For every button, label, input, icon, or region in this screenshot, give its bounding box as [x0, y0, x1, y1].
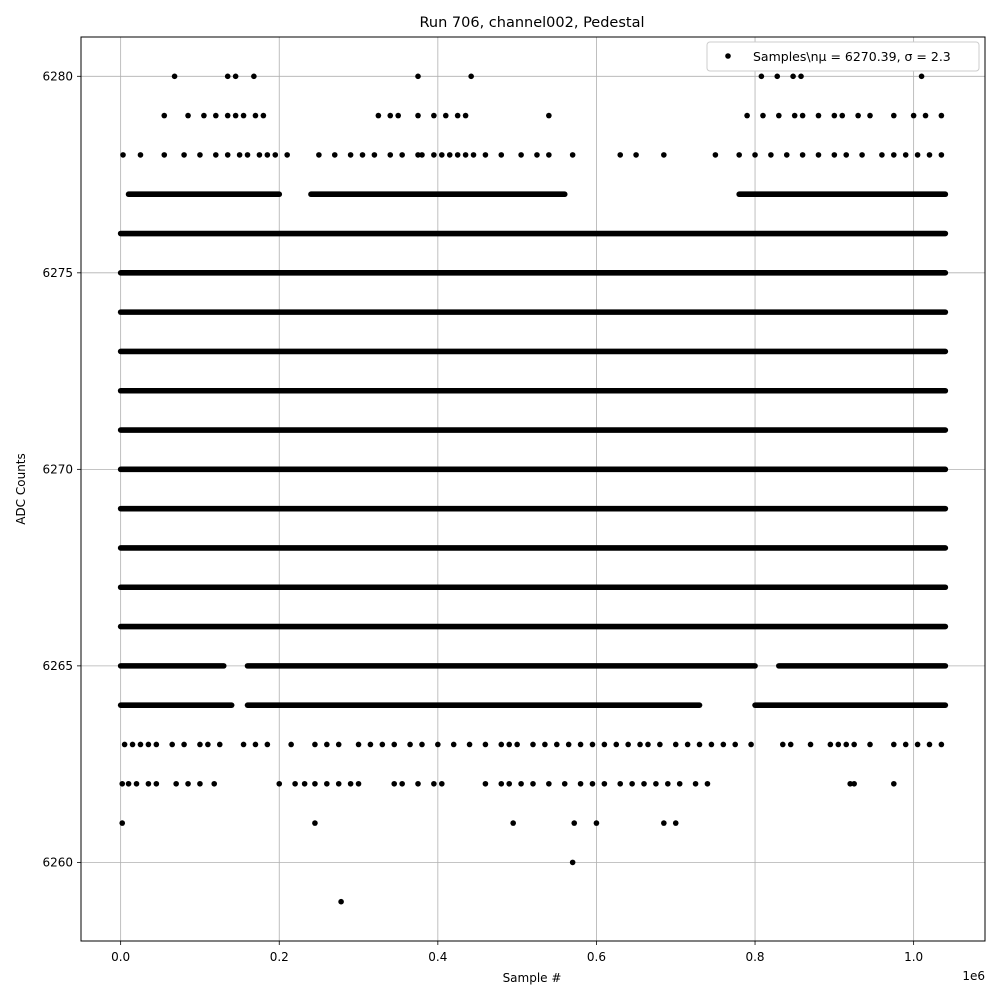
data-point [602, 742, 608, 748]
data-point [867, 113, 873, 119]
data-point [241, 113, 247, 119]
data-point [119, 781, 125, 787]
data-point [736, 152, 742, 158]
data-point [919, 74, 925, 80]
data-point [122, 742, 128, 748]
data-point [657, 742, 663, 748]
data-point [530, 781, 536, 787]
legend-marker [725, 53, 731, 59]
data-point [661, 152, 667, 158]
data-point [661, 820, 667, 826]
data-point [483, 742, 489, 748]
data-point [245, 152, 251, 158]
x-tick-label: 1.0 [904, 950, 924, 964]
y-axis-label: ADC Counts [14, 453, 28, 525]
data-point [709, 742, 715, 748]
data-point [154, 742, 160, 748]
data-point [637, 742, 643, 748]
data-point [161, 152, 167, 158]
data-point [693, 781, 699, 787]
data-point [419, 152, 425, 158]
data-point [439, 152, 445, 158]
data-point [939, 742, 945, 748]
data-point [879, 152, 885, 158]
data-point [185, 113, 191, 119]
data-point [891, 742, 897, 748]
data-point [566, 742, 572, 748]
data-point [439, 781, 445, 787]
data-point [161, 113, 167, 119]
data-point [233, 113, 239, 119]
data-point [498, 742, 504, 748]
data-point [542, 742, 548, 748]
data-point [685, 742, 691, 748]
data-point [590, 781, 596, 787]
data-point [784, 152, 790, 158]
data-point [201, 113, 207, 119]
data-point [816, 113, 822, 119]
data-point [578, 781, 584, 787]
data-point [808, 742, 814, 748]
data-point [447, 152, 453, 158]
data-point [181, 152, 187, 158]
data-point [169, 742, 175, 748]
data-point [302, 781, 308, 787]
data-point [119, 820, 125, 826]
data-point [578, 742, 584, 748]
data-point [518, 781, 524, 787]
data-point [939, 152, 945, 158]
data-point [467, 742, 473, 748]
data-point [197, 742, 203, 748]
data-point [483, 781, 489, 787]
data-point [251, 74, 257, 80]
data-point [744, 113, 750, 119]
data-point [859, 152, 865, 158]
data-point [562, 781, 568, 787]
data-point [514, 742, 520, 748]
data-point [518, 152, 524, 158]
data-point [839, 113, 845, 119]
data-point [324, 742, 330, 748]
data-point [530, 742, 536, 748]
data-point [338, 899, 344, 905]
data-point [798, 74, 804, 80]
data-point [506, 781, 512, 787]
data-point [855, 113, 861, 119]
data-point [265, 152, 271, 158]
data-point [629, 781, 635, 787]
data-point [312, 820, 318, 826]
data-point [130, 742, 136, 748]
data-point [217, 742, 223, 748]
chart-title: Run 706, channel002, Pedestal [419, 15, 645, 31]
data-point [372, 152, 378, 158]
data-point [173, 781, 179, 787]
x-tick-label: 0.0 [111, 950, 131, 964]
x-offset-text: 1e6 [962, 969, 985, 983]
y-tick-label: 6260 [42, 855, 73, 870]
x-tick-label: 0.4 [428, 950, 448, 964]
data-point [617, 781, 623, 787]
data-point [197, 781, 203, 787]
data-point [498, 152, 504, 158]
data-point [316, 152, 322, 158]
data-point [312, 742, 318, 748]
data-point [419, 742, 425, 748]
data-point [348, 781, 354, 787]
data-point [233, 74, 239, 80]
data-point [851, 781, 857, 787]
data-point [348, 152, 354, 158]
data-point [891, 781, 897, 787]
data-point [146, 781, 152, 787]
data-point [768, 152, 774, 158]
data-point [356, 742, 362, 748]
data-point [431, 113, 437, 119]
data-point [272, 152, 278, 158]
data-point [185, 781, 191, 787]
data-point [391, 742, 397, 748]
data-point [120, 152, 126, 158]
data-point [324, 781, 330, 787]
data-point [380, 742, 386, 748]
data-point [407, 742, 413, 748]
data-point [376, 113, 382, 119]
data-point [415, 74, 421, 80]
data-point [759, 74, 765, 80]
data-point [792, 113, 798, 119]
data-point [284, 152, 290, 158]
data-point [387, 113, 393, 119]
legend-label: Samples\nμ = 6270.39, σ = 2.3 [753, 49, 951, 64]
data-point [677, 781, 683, 787]
data-point [832, 152, 838, 158]
data-point [451, 742, 457, 748]
data-point [225, 113, 231, 119]
data-point [788, 742, 794, 748]
data-point [617, 152, 623, 158]
data-point [625, 742, 631, 748]
data-point [356, 781, 362, 787]
data-point [213, 113, 219, 119]
data-point [368, 742, 374, 748]
data-point [645, 742, 651, 748]
data-point [721, 742, 727, 748]
data-point [760, 113, 766, 119]
data-point [594, 820, 600, 826]
data-point [265, 742, 271, 748]
data-point [154, 781, 160, 787]
data-point [843, 152, 849, 158]
data-point [673, 820, 679, 826]
data-point [752, 152, 758, 158]
data-point [181, 742, 187, 748]
data-point [903, 742, 909, 748]
data-point [748, 742, 754, 748]
data-point [732, 742, 738, 748]
data-point [665, 781, 671, 787]
data-point [138, 152, 144, 158]
data-point [927, 152, 933, 158]
data-point [387, 152, 393, 158]
data-point [927, 742, 933, 748]
data-point [455, 152, 461, 158]
data-point [253, 113, 259, 119]
data-point [713, 152, 719, 158]
data-point [498, 781, 504, 787]
data-point [468, 74, 474, 80]
data-point [939, 113, 945, 119]
data-point [435, 742, 441, 748]
data-point [197, 152, 203, 158]
y-tick-label: 6265 [42, 658, 73, 673]
data-point [800, 152, 806, 158]
data-point [172, 74, 178, 80]
data-point [288, 742, 294, 748]
data-point [463, 113, 469, 119]
data-point [641, 781, 647, 787]
data-point [399, 781, 405, 787]
data-point [134, 781, 140, 787]
x-axis-label: Sample # [502, 971, 562, 985]
data-point [205, 742, 211, 748]
data-point [146, 742, 152, 748]
data-point [554, 742, 560, 748]
data-point [534, 152, 540, 158]
data-point [253, 742, 259, 748]
data-point [816, 152, 822, 158]
data-point [570, 860, 576, 866]
data-point [336, 781, 342, 787]
y-tick-label: 6270 [42, 462, 73, 477]
data-point [332, 152, 338, 158]
data-point [570, 152, 576, 158]
data-point [360, 152, 366, 158]
data-point [923, 113, 929, 119]
data-point [431, 152, 437, 158]
y-tick-label: 6280 [42, 69, 73, 84]
data-point [225, 74, 231, 80]
data-point [653, 781, 659, 787]
data-point [463, 152, 469, 158]
data-point [915, 152, 921, 158]
data-point [506, 742, 512, 748]
data-point [602, 781, 608, 787]
data-point [415, 781, 421, 787]
data-point [705, 781, 711, 787]
data-point [431, 781, 437, 787]
data-point [443, 113, 449, 119]
legend [707, 42, 979, 71]
data-point [126, 781, 132, 787]
data-point [241, 742, 247, 748]
data-point [261, 113, 267, 119]
data-point [399, 152, 405, 158]
data-point [774, 74, 780, 80]
data-point [257, 152, 263, 158]
data-point [510, 820, 516, 826]
data-point [415, 113, 421, 119]
data-point [828, 742, 834, 748]
data-point [832, 113, 838, 119]
data-point [903, 152, 909, 158]
data-point [843, 742, 849, 748]
data-point [276, 781, 282, 787]
y-tick-label: 6275 [42, 265, 73, 280]
data-point [292, 781, 298, 787]
x-tick-label: 0.8 [745, 950, 765, 964]
x-tick-label: 0.6 [586, 950, 606, 964]
data-point [590, 742, 596, 748]
data-point [483, 152, 489, 158]
data-point [911, 113, 917, 119]
data-point [237, 152, 243, 158]
data-point [800, 113, 806, 119]
data-point [138, 742, 144, 748]
data-point [213, 152, 219, 158]
data-point [471, 152, 477, 158]
data-point [312, 781, 318, 787]
data-point [546, 781, 552, 787]
x-tick-label: 0.2 [269, 950, 289, 964]
data-point [211, 781, 217, 787]
data-point [225, 152, 231, 158]
data-point [891, 152, 897, 158]
data-point [546, 113, 552, 119]
data-point [336, 742, 342, 748]
data-point [546, 152, 552, 158]
data-point [867, 742, 873, 748]
data-point [891, 113, 897, 119]
data-point [790, 74, 796, 80]
data-point [673, 742, 679, 748]
data-point [391, 781, 397, 787]
data-point [571, 820, 577, 826]
data-point [915, 742, 921, 748]
data-point [613, 742, 619, 748]
data-point [776, 113, 782, 119]
data-point [395, 113, 401, 119]
data-point [851, 742, 857, 748]
data-point [697, 742, 703, 748]
data-point [835, 742, 841, 748]
data-point [455, 113, 461, 119]
data-point [633, 152, 639, 158]
data-point [780, 742, 786, 748]
